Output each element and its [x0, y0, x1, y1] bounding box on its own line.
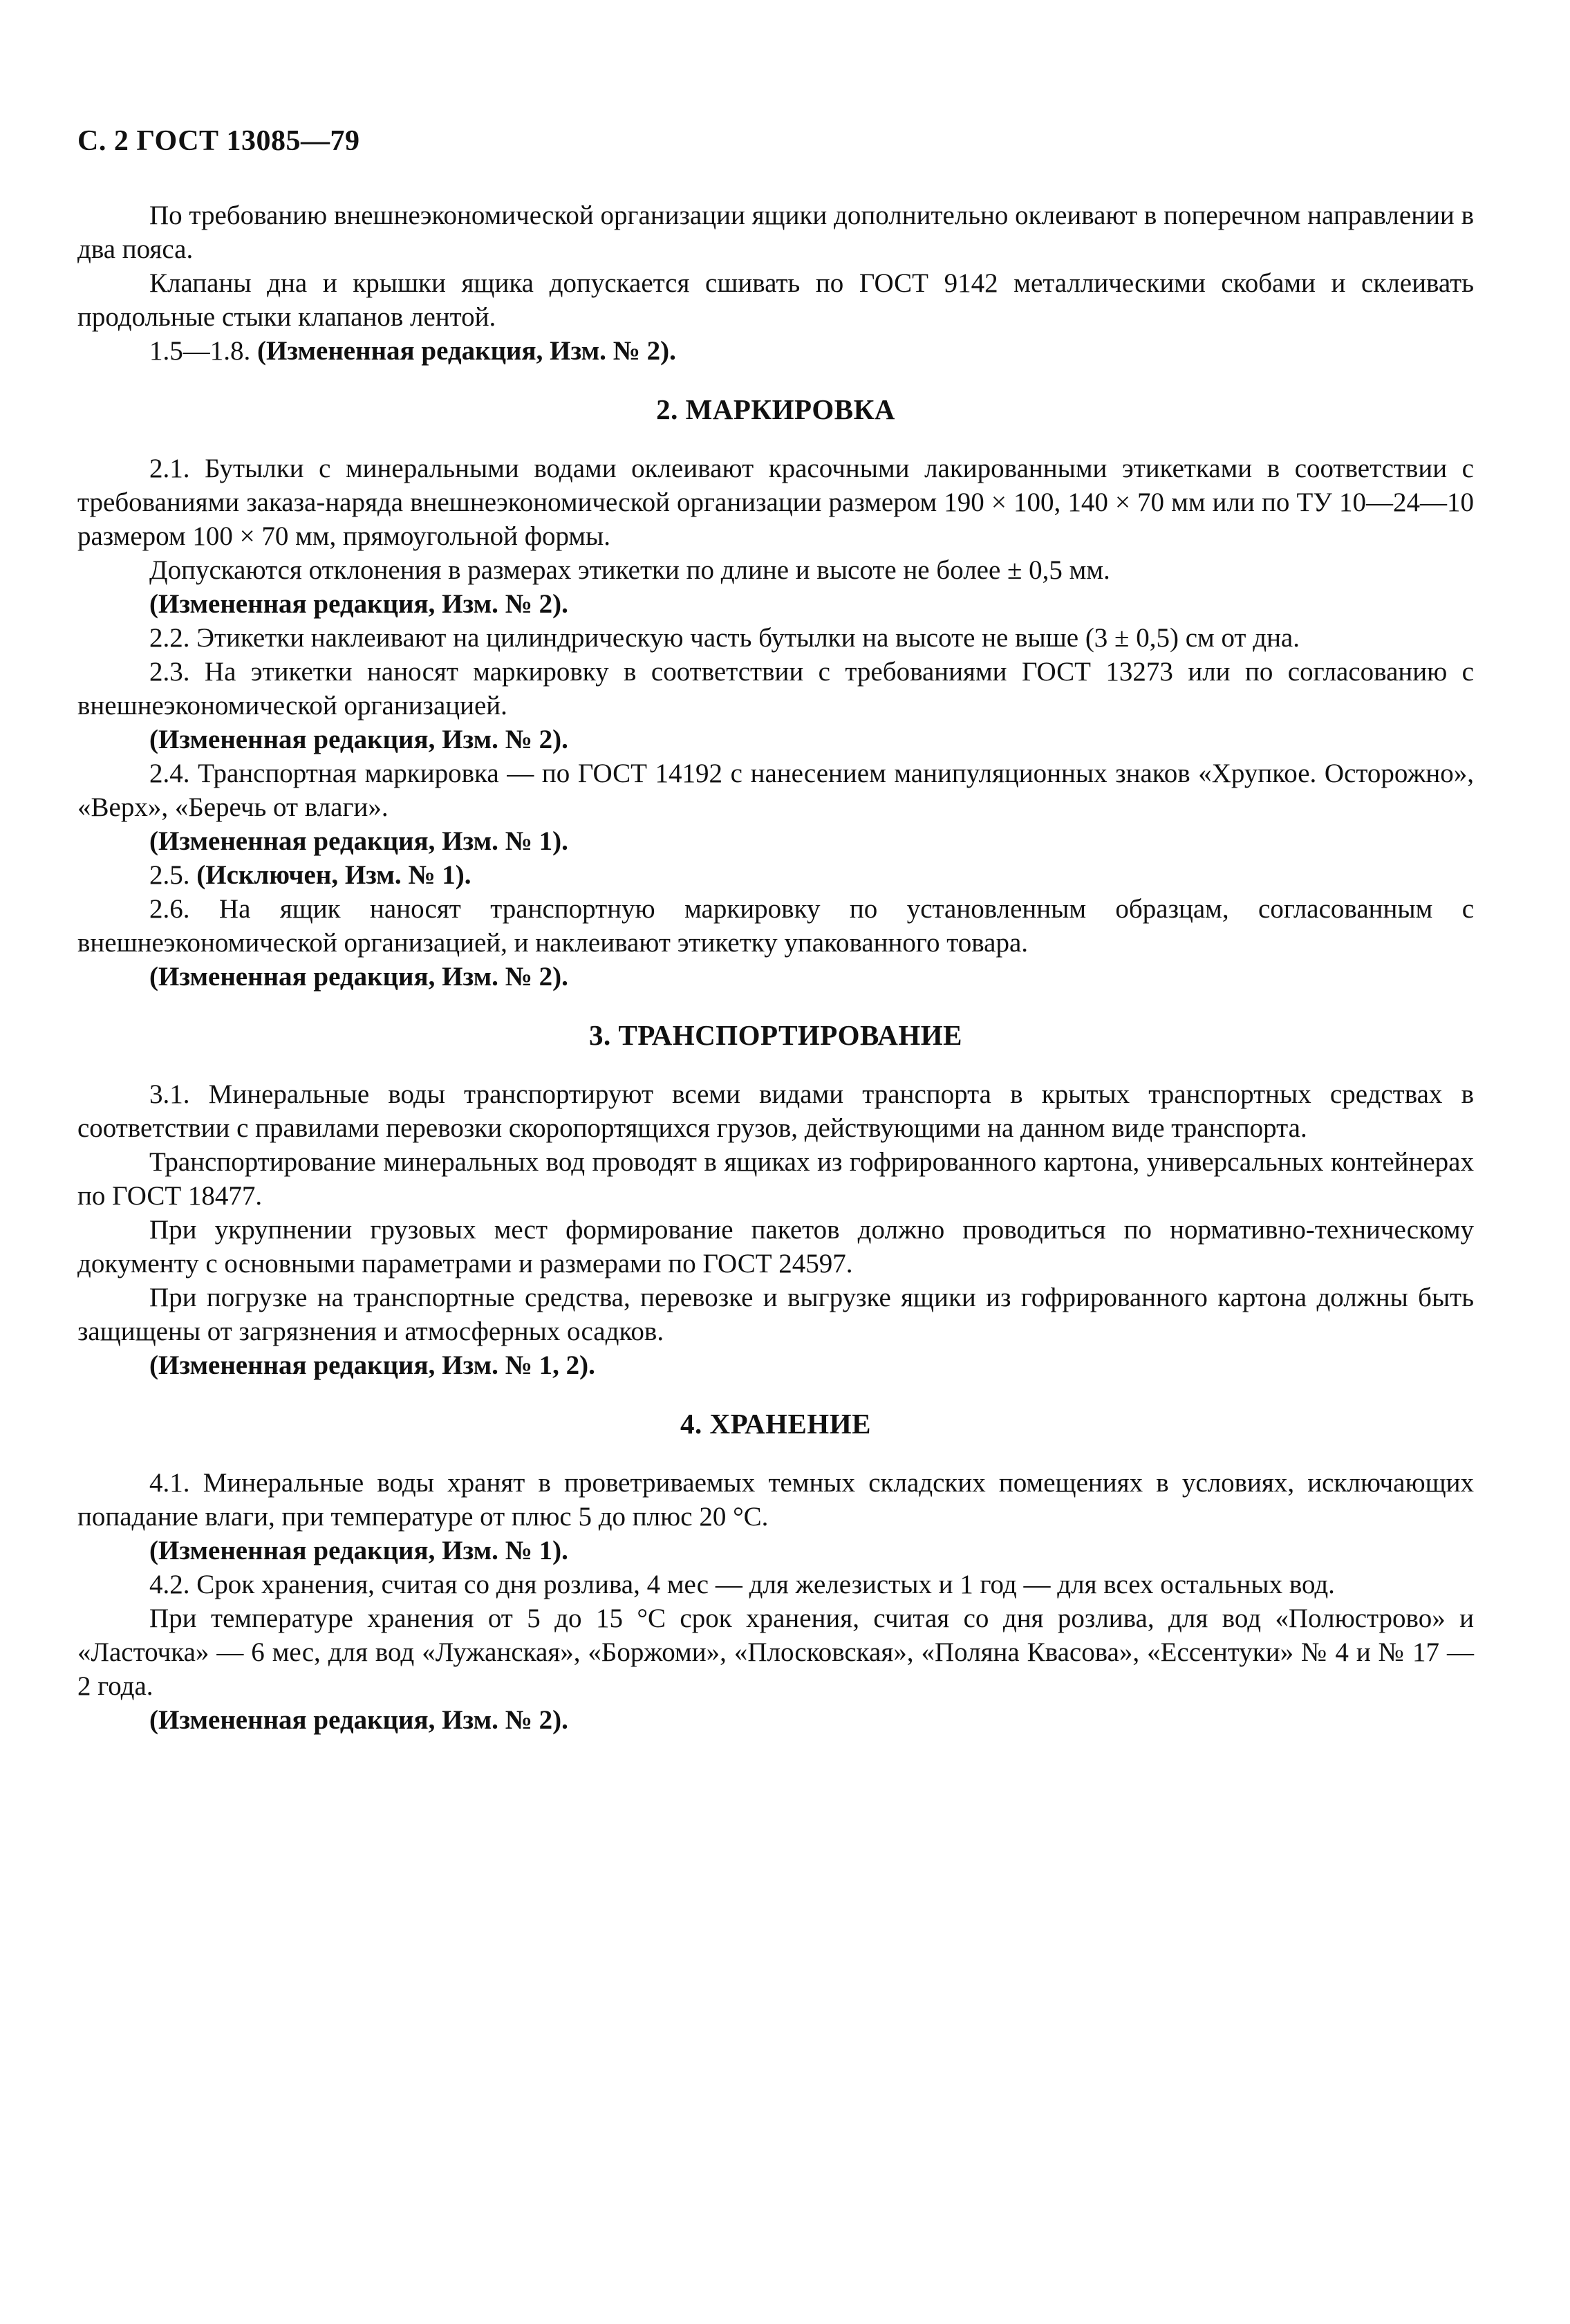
clause-number: 2.5.: [149, 860, 190, 890]
paragraph: 2.3. На этикетки наносят маркировку в соответствии с требованиями ГОСТ 13273 или по согласованию с внешнеэкономической организацией.: [77, 657, 1474, 721]
amendment-note: (Измененная редакция, Изм. № 1).: [149, 1536, 568, 1565]
paragraph: По требованию внешнеэкономической организации ящики дополнительно оклеивают в поперечном направлении в два пояса.: [77, 201, 1474, 264]
section-title-marking: 2. МАРКИРОВКА: [656, 393, 895, 425]
paragraph: 4.1. Минеральные воды хранят в проветриваемых темных складских помещениях в условиях, исключающих попадание влаги, при температуре от плюс 5 до плюс 20 °С.: [77, 1468, 1474, 1532]
amendment-note: (Измененная редакция, Изм. № 2).: [149, 725, 568, 754]
amendment-note: (Измененная редакция, Изм. № 1, 2).: [149, 1350, 595, 1380]
paragraph: 3.1. Минеральные воды транспортируют всеми видами транспорта в крытых транспортных средствах в соответствии с правилами перевозки скоропортящихся грузов, действующими на данном виде транспорта.: [77, 1079, 1474, 1143]
paragraph: Допускаются отклонения в размерах этикетки по длине и высоте не более ± 0,5 мм.: [149, 555, 1110, 585]
clause-number: 1.5—1.8.: [149, 336, 251, 366]
paragraph: 2.6. На ящик наносят транспортную маркировку по установленным образцам, согласованным с внешнеэкономической организацией, и наклеивают этикетку упакованного товара.: [77, 894, 1474, 958]
paragraph: При укрупнении грузовых мест формирование пакетов должно проводиться по нормативно-техническому документу с основными параметрами и размерами по ГОСТ 24597.: [77, 1215, 1474, 1279]
paragraph: При температуре хранения от 5 до 15 °С срок хранения, считая со дня розлива, для вод «Полюстрово» и «Ласточка» — 6 мес, для вод «Лужанская», «Боржоми», «Плосковская», «Поляна Квасова», «Ессентуки» № 4 и № 17 — 2 года.: [77, 1603, 1474, 1701]
section-title-storage: 4. ХРАНЕНИЕ: [680, 1408, 871, 1440]
paragraph: 2.4. Транспортная маркировка — по ГОСТ 14192 с нанесением манипуляционных знаков «Хрупкое. Осторожно», «Верх», «Беречь от влаги».: [77, 759, 1474, 822]
paragraph: 2.1. Бутылки с минеральными водами оклеивают красочными лакированными этикетками в соответствии с требованиями заказа-наряда внешнеэкономической организации размером 190 × 100, 140 × 70 мм или по ТУ 10—24—10 размером 100 × 70 мм, прямоугольной формы.: [77, 454, 1474, 551]
amendment-note: (Измененная редакция, Изм. № 2).: [149, 589, 568, 619]
paragraph: 2.2. Этикетки наклеивают на цилиндрическую часть бутылки на высоте не выше (3 ± 0,5) см от дна.: [149, 623, 1300, 653]
paragraph: [77, 858, 1474, 892]
amendment-note: (Измененная редакция, Изм. № 2).: [149, 962, 568, 992]
amendment-note: (Исключен, Изм. № 1).: [196, 860, 471, 890]
paragraph: Транспортирование минеральных вод проводят в ящиках из гофрированного картона, универсальных контейнерах по ГОСТ 18477.: [77, 1147, 1474, 1211]
paragraph: При погрузке на транспортные средства, перевозке и выгрузке ящики из гофрированного картона должны быть защищены от загрязнения и атмосферных осадков.: [77, 1283, 1474, 1346]
amendment-note: (Измененная редакция, Изм. № 1).: [149, 826, 568, 856]
paragraph: Клапаны дна и крышки ящика допускается сшивать по ГОСТ 9142 металлическими скобами и склеивать продольные стыки клапанов лентой.: [77, 268, 1474, 332]
document-page: [77, 124, 1474, 1737]
amendment-note: (Измененная редакция, Изм. № 2).: [149, 1705, 568, 1735]
page-header: С. 2 ГОСТ 13085—79: [77, 125, 360, 157]
paragraph: 4.2. Срок хранения, считая со дня розлива, 4 мес — для железистых и 1 год — для всех остальных вод.: [149, 1570, 1335, 1599]
amendment-note: (Измененная редакция, Изм. № 2).: [257, 336, 676, 366]
paragraph: [77, 334, 1474, 368]
section-title-transport: 3. ТРАНСПОРТИРОВАНИЕ: [588, 1019, 963, 1051]
